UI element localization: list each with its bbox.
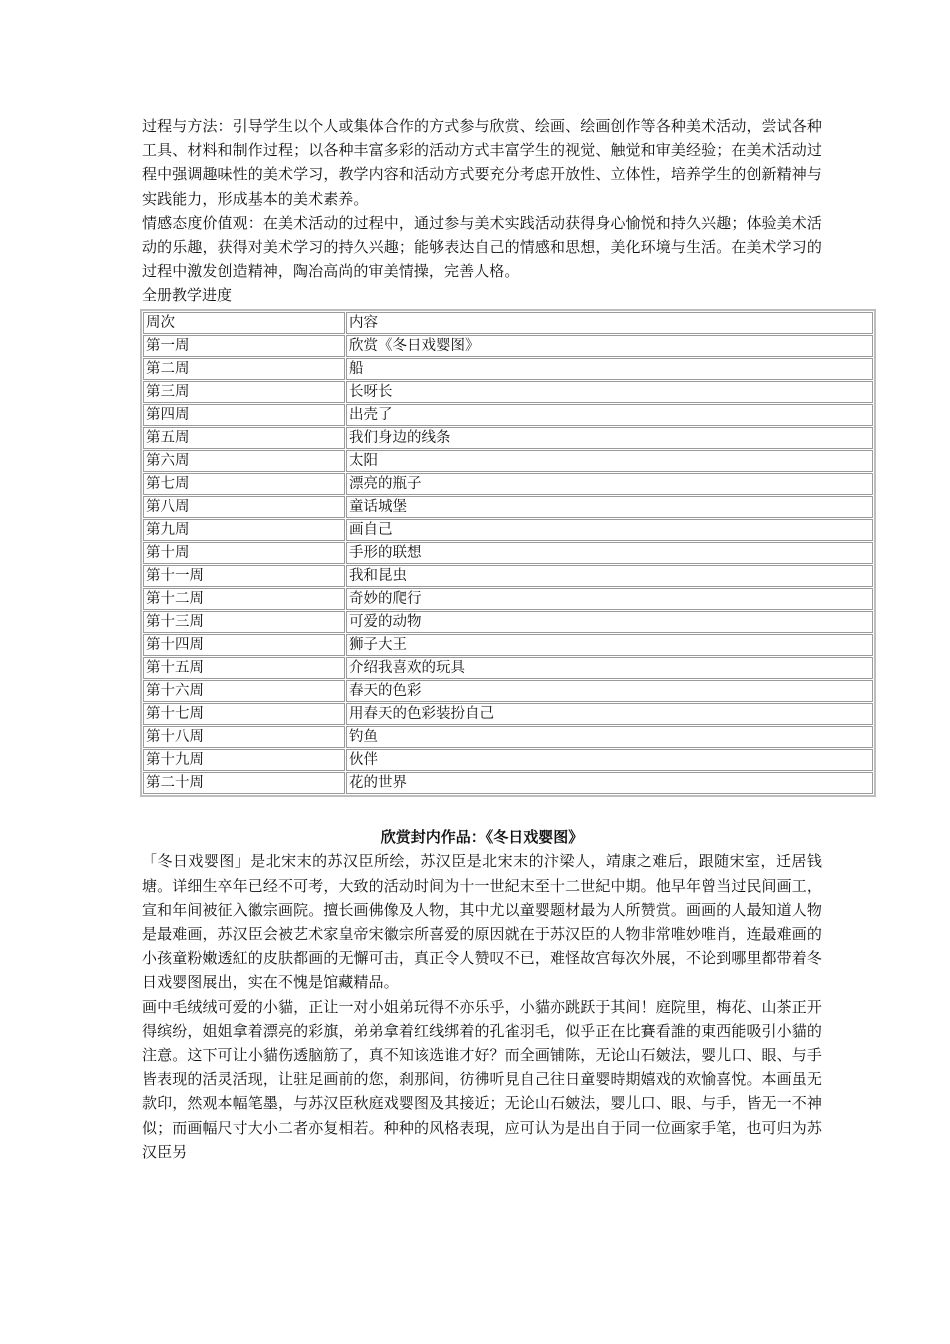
table-row: [143, 611, 873, 633]
content-cell: 童话城堡: [346, 496, 873, 518]
table-row: [143, 404, 873, 426]
content-cell: 奇妙的爬行: [346, 588, 873, 610]
table-header-row: [143, 312, 873, 334]
week-cell: 第十周: [143, 542, 345, 564]
table-row: [143, 749, 873, 771]
table-row: [143, 565, 873, 587]
header-content: 内容: [346, 312, 873, 334]
week-cell: 第十三周: [143, 611, 345, 633]
table-row: [143, 588, 873, 610]
table-row: [143, 703, 873, 725]
week-cell: 第六周: [143, 450, 345, 472]
content-cell: 画自己: [346, 519, 873, 541]
table-row: [143, 381, 873, 403]
content-cell: 用春天的色彩装扮自己: [346, 703, 873, 725]
process-method-paragraph: 过程与方法：引导学生以个人或集体合作的方式参与欣赏、绘画、绘画创作等各种美术活动，尝试各种工具、材料和制作过程；以各种丰富多彩的活动方式丰富学生的视觉、触觉和审美经验；在美术活动过程中强调趣味性的美术学习，教学内容和活动方式要充分考虑开放性、立体性，培养学生的创新精神与实践能力，形成基本的美术素养。: [142, 117, 822, 208]
week-cell: 第二周: [143, 358, 345, 380]
week-cell: 第十五周: [143, 657, 345, 679]
week-cell: 第九周: [143, 519, 345, 541]
schedule-table: [140, 309, 876, 797]
content-cell: 漂亮的瓶子: [346, 473, 873, 495]
attitude-values-paragraph: 情感态度价值观：在美术活动的过程中，通过参与美术实践活动获得身心愉悦和持久兴趣；体验美术活动的乐趣，获得对美术学习的持久兴趣；能够表达自己的情感和思想，美化环境与生活。在美术学习的过程中激发创造精神，陶冶高尚的审美情操，完善人格。: [142, 213, 822, 281]
table-row: [143, 358, 873, 380]
document-page: [142, 114, 822, 1164]
week-cell: 第十二周: [143, 588, 345, 610]
week-cell: 第三周: [143, 381, 345, 403]
table-row: [143, 450, 873, 472]
painting-description-paragraph: 画中毛绒绒可爱的小貓，正让一对小姐弟玩得不亦乐乎，小貓亦跳跃于其间！庭院里，梅花、山茶正开得缤纷，姐姐拿着漂亮的彩旗，弟弟拿着红线绑着的孔雀羽毛，似乎正在比賽看誰的東西能吸引小貓的注意。这下可让小貓伤透脑筋了，真不知该选谁才好？而全画铺陈，无论山石皴法，婴儿口、眼、与手皆表现的活灵活现，让驻足画前的您，刹那间，彷彿听見自己往日童婴時期嬉戏的欢愉喜悅。本画虽无款印，然观本幅笔墨，与苏汉臣秋庭戏婴图及其接近；无论山石皴法，婴儿口、眼、与手，皆无一不神似；而画幅尺寸大小二者亦复相若。种种的风格表現，应可认为是出自于同一位画家手笔，也可归为苏汉臣另: [142, 997, 822, 1161]
content-cell: 可爱的动物: [346, 611, 873, 633]
table-row: [143, 473, 873, 495]
week-cell: 第一周: [143, 335, 345, 357]
week-cell: 第五周: [143, 427, 345, 449]
table-row: [143, 657, 873, 679]
table-row: [143, 680, 873, 702]
content-cell: 手形的联想: [346, 542, 873, 564]
table-row: [143, 634, 873, 656]
week-cell: 第四周: [143, 404, 345, 426]
table-row: [143, 496, 873, 518]
section-title: 欣赏封内作品：《冬日戏婴图》: [380, 828, 584, 847]
table-row: [143, 335, 873, 357]
content-cell: 春天的色彩: [346, 680, 873, 702]
content-cell: 出壳了: [346, 404, 873, 426]
content-cell: 钓鱼: [346, 726, 873, 748]
week-cell: 第十六周: [143, 680, 345, 702]
schedule-caption: 全册教学进度: [142, 286, 233, 305]
table-row: [143, 427, 873, 449]
week-cell: 第十四周: [143, 634, 345, 656]
week-cell: 第十八周: [143, 726, 345, 748]
table-row: [143, 542, 873, 564]
table-row: [143, 726, 873, 748]
table-row: [143, 519, 873, 541]
table-row: [143, 772, 873, 794]
content-cell: 长呀长: [346, 381, 873, 403]
week-cell: 第十九周: [143, 749, 345, 771]
painting-intro-paragraph: 「冬日戏婴图」是北宋末的苏汉臣所绘，苏汉臣是北宋末的汴梁人，靖康之难后，跟随宋室，迁居钱塘。详细生卒年已经不可考，大致的活动时间为十一世紀末至十二世紀中期。他早年曾当过民间画工，宣和年间被征入徽宗画院。擅长画佛像及人物，其中尤以童婴题材最为人所赞赏。画画的人最知道人物是最难画，苏汉臣会被艺术家皇帝宋徽宗所喜爱的原因就在于苏汉臣的人物非常唯妙唯肖，连最难画的小孩童粉嫩透紅的皮肤都画的无懈可击，真正令人赞叹不已，难怪故宫每次外展，不论到哪里都带着冬日戏婴图展出，实在不愧是馆藏精品。: [142, 852, 822, 992]
content-cell: 狮子大王: [346, 634, 873, 656]
content-cell: 我们身边的线条: [346, 427, 873, 449]
content-cell: 介绍我喜欢的玩具: [346, 657, 873, 679]
week-cell: 第十七周: [143, 703, 345, 725]
content-cell: 船: [346, 358, 873, 380]
week-cell: 第八周: [143, 496, 345, 518]
content-cell: 花的世界: [346, 772, 873, 794]
content-cell: 欣赏《冬日戏婴图》: [346, 335, 873, 357]
content-cell: 伙伴: [346, 749, 873, 771]
header-week: 周次: [143, 312, 345, 334]
content-cell: 太阳: [346, 450, 873, 472]
content-cell: 我和昆虫: [346, 565, 873, 587]
week-cell: 第二十周: [143, 772, 345, 794]
week-cell: 第十一周: [143, 565, 345, 587]
week-cell: 第七周: [143, 473, 345, 495]
